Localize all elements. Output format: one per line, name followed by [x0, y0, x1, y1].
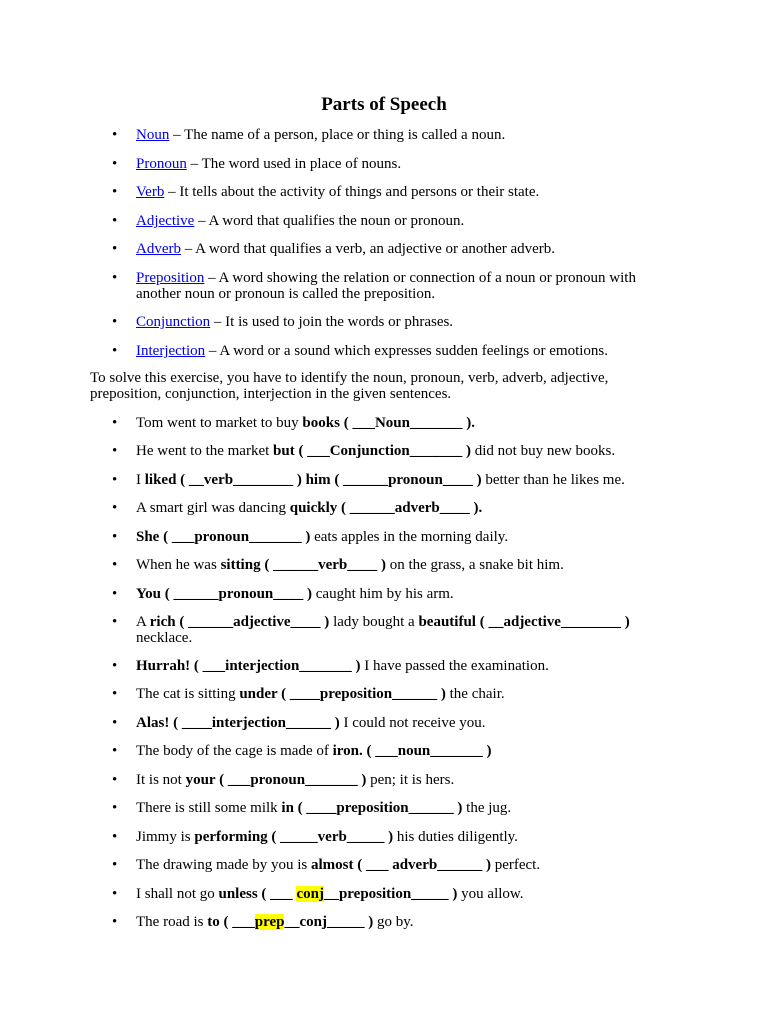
page-title: Parts of Speech	[321, 94, 447, 115]
sentence-fragment: I	[136, 472, 145, 488]
term-link-preposition[interactable]: Preposition	[136, 270, 205, 286]
exercise-item	[112, 472, 642, 488]
answer-blank: unless ( ___	[218, 886, 297, 902]
term-link-noun[interactable]: Noun	[136, 127, 170, 143]
exercise-item	[112, 529, 642, 545]
sentence-fragment: his duties diligently.	[393, 829, 518, 845]
definition-description: – A word that qualifies a verb, an adjective or another adverb.	[181, 241, 556, 257]
term-link-adjective[interactable]: Adjective	[136, 213, 195, 229]
sentence-fragment: the jug.	[462, 800, 512, 816]
answer-blank: liked ( __verb________ ) him ( ______pronoun____ )	[144, 472, 482, 488]
bullet-icon: •	[112, 314, 118, 330]
sentence-fragment: He went to the market	[136, 443, 274, 459]
definition-item	[112, 127, 642, 143]
definition-item	[112, 270, 642, 302]
exercise-item	[112, 857, 642, 873]
bullet-icon: •	[112, 500, 118, 516]
bullet-icon: •	[112, 886, 118, 902]
exercise-sentence	[136, 658, 642, 674]
definition-item	[112, 241, 642, 257]
exercise-item	[112, 914, 642, 930]
definition-description: – A word that qualifies the noun or pronoun.	[194, 213, 465, 229]
highlighted-answer: prep	[254, 914, 285, 930]
sentence-fragment: better than he likes me.	[481, 472, 625, 488]
sentence-fragment: The body of the cage is made of	[136, 743, 333, 759]
exercise-sentence	[136, 443, 642, 459]
answer-blank: iron. ( ___noun_______ )	[332, 743, 492, 759]
sentence-fragment: caught him by his arm.	[312, 586, 454, 602]
exercise-item	[112, 743, 642, 759]
exercise-item	[112, 715, 642, 731]
bullet-icon: •	[112, 529, 118, 545]
answer-blank: rich ( ______adjective____ )	[149, 614, 330, 630]
bullet-icon: •	[112, 829, 118, 845]
sentence-fragment: There is still some milk	[136, 800, 282, 816]
bullet-icon: •	[112, 415, 118, 431]
sentence-fragment: A smart girl was dancing	[136, 500, 290, 516]
exercise-item	[112, 772, 642, 788]
exercise-sentence	[136, 743, 642, 759]
term-link-interjection[interactable]: Interjection	[136, 343, 206, 359]
answer-blank: in ( ____preposition______ )	[281, 800, 463, 816]
sentence-fragment: on the grass, a snake bit him.	[385, 557, 564, 573]
exercise-sentence	[136, 772, 642, 788]
sentence-fragment: When he was	[136, 557, 221, 573]
definition-item	[112, 156, 642, 172]
answer-blank: beautiful ( __adjective________ )	[418, 614, 630, 630]
definition-text	[136, 343, 642, 359]
exercise-sentence	[136, 586, 642, 602]
definition-description: – It is used to join the words or phrases.	[210, 314, 454, 330]
definition-description: – A word or a sound which expresses sudden feelings or emotions.	[205, 343, 608, 359]
definition-text	[136, 241, 642, 257]
exercise-sentence	[136, 529, 642, 545]
bullet-icon: •	[112, 343, 118, 359]
exercise-sentence	[136, 415, 642, 431]
definition-text	[136, 184, 642, 200]
answer-blank: to ( ___	[207, 914, 255, 930]
answer-blank: almost ( ___ adverb______ )	[310, 857, 491, 873]
bullet-icon: •	[112, 184, 118, 200]
exercise-sentence	[136, 914, 642, 930]
sentence-fragment: you allow.	[457, 886, 524, 902]
bullet-icon: •	[112, 443, 118, 459]
sentence-fragment: It is not	[136, 772, 186, 788]
bullet-icon: •	[112, 686, 118, 702]
answer-blank: your ( ___pronoun_______ )	[185, 772, 367, 788]
answer-blank: but ( ___Conjunction_______ )	[273, 443, 471, 459]
definition-text	[136, 314, 642, 330]
sentence-fragment: A	[136, 614, 150, 630]
definition-description: – The word used in place of nouns.	[186, 156, 402, 172]
sentence-fragment: I have passed the examination.	[360, 658, 549, 674]
answer-blank: Alas! ( ____interjection______ )	[136, 715, 340, 731]
exercise-item	[112, 658, 642, 674]
definition-text	[136, 270, 642, 302]
term-link-adverb[interactable]: Adverb	[136, 241, 181, 257]
exercise-sentence	[136, 614, 642, 646]
exercise-sentence	[136, 886, 642, 902]
bullet-icon: •	[112, 658, 118, 674]
exercise-sentence	[136, 557, 642, 573]
answer-blank: sitting ( ______verb____ )	[220, 557, 386, 573]
definition-item	[112, 213, 642, 229]
answer-blank: under ( ____preposition______ )	[239, 686, 446, 702]
definition-item	[112, 184, 642, 200]
definition-item	[112, 314, 642, 330]
sentence-fragment: The drawing made by you is	[136, 857, 311, 873]
exercise-sentence	[136, 829, 642, 845]
sentence-fragment: Jimmy is	[136, 829, 195, 845]
exercise-item	[112, 557, 642, 573]
answer-blank: You ( ______pronoun____ )	[136, 586, 313, 602]
sentence-fragment: go by.	[373, 914, 414, 930]
bullet-icon: •	[112, 557, 118, 573]
definition-text	[136, 213, 642, 229]
exercise-item	[112, 500, 642, 516]
bullet-icon: •	[112, 743, 118, 759]
sentence-fragment: perfect.	[490, 857, 541, 873]
instructions-paragraph: To solve this exercise, you have to identify the noun, pronoun, verb, adverb, adjective, preposition, conjunction, interjection in the given sentences.	[90, 370, 609, 402]
sentence-fragment: did not buy new books.	[470, 443, 616, 459]
definition-text	[136, 127, 642, 143]
exercise-item	[112, 614, 642, 646]
bullet-icon: •	[112, 241, 118, 257]
answer-blank: __preposition_____ )	[323, 886, 458, 902]
bullet-icon: •	[112, 156, 118, 172]
sentence-fragment: The road is	[136, 914, 208, 930]
exercise-item	[112, 886, 642, 902]
definition-text	[136, 156, 642, 172]
sentence-fragment: The cat is sitting	[136, 686, 240, 702]
bullet-icon: •	[112, 586, 118, 602]
sentence-fragment: the chair.	[445, 686, 505, 702]
sentence-fragment: I shall not go	[136, 886, 219, 902]
exercise-item	[112, 586, 642, 602]
sentence-fragment: necklace.	[136, 630, 193, 646]
definition-description: – The name of a person, place or thing is called a noun.	[169, 127, 506, 143]
bullet-icon: •	[112, 715, 118, 731]
bullet-icon: •	[112, 800, 118, 816]
bullet-icon: •	[112, 914, 118, 930]
exercise-item	[112, 800, 642, 816]
exercise-item	[112, 443, 642, 459]
bullet-icon: •	[112, 614, 118, 630]
sentence-fragment: Tom went to market to buy	[136, 415, 303, 431]
sentence-fragment: lady bought a	[329, 614, 419, 630]
term-link-verb[interactable]: Verb	[136, 184, 165, 200]
sentence-fragment: I could not receive you.	[339, 715, 486, 731]
definition-description: – A word showing the relation or connection of a noun or pronoun with another noun or pronoun is called the preposition.	[136, 270, 636, 302]
exercise-item	[112, 686, 642, 702]
exercise-sentence	[136, 800, 642, 816]
answer-blank: Hurrah! ( ___interjection_______ )	[136, 658, 361, 674]
sentence-fragment: pen; it is hers.	[366, 772, 455, 788]
exercise-sentence	[136, 686, 642, 702]
bullet-icon: •	[112, 772, 118, 788]
sentence-fragment: eats apples in the morning daily.	[310, 529, 509, 545]
exercise-sentence	[136, 857, 642, 873]
term-link-pronoun[interactable]: Pronoun	[136, 156, 187, 172]
answer-blank: quickly ( ______adverb____ ).	[289, 500, 483, 516]
bullet-icon: •	[112, 857, 118, 873]
answer-blank: books ( ___Noun_______ ).	[302, 415, 475, 431]
answer-blank: performing ( _____verb_____ )	[194, 829, 394, 845]
exercise-sentence	[136, 715, 642, 731]
bullet-icon: •	[112, 472, 118, 488]
answer-blank: __conj_____ )	[284, 914, 374, 930]
answer-blank: She ( ___pronoun_______ )	[136, 529, 311, 545]
definition-description: – It tells about the activity of things and persons or their state.	[164, 184, 540, 200]
definition-item	[112, 343, 642, 359]
highlighted-answer: conj	[296, 886, 324, 902]
exercise-item	[112, 829, 642, 845]
bullet-icon: •	[112, 270, 118, 286]
bullet-icon: •	[112, 213, 118, 229]
term-link-conjunction[interactable]: Conjunction	[136, 314, 211, 330]
exercise-item	[112, 415, 642, 431]
exercise-sentence	[136, 500, 642, 516]
exercise-sentence	[136, 472, 642, 488]
bullet-icon: •	[112, 127, 118, 143]
